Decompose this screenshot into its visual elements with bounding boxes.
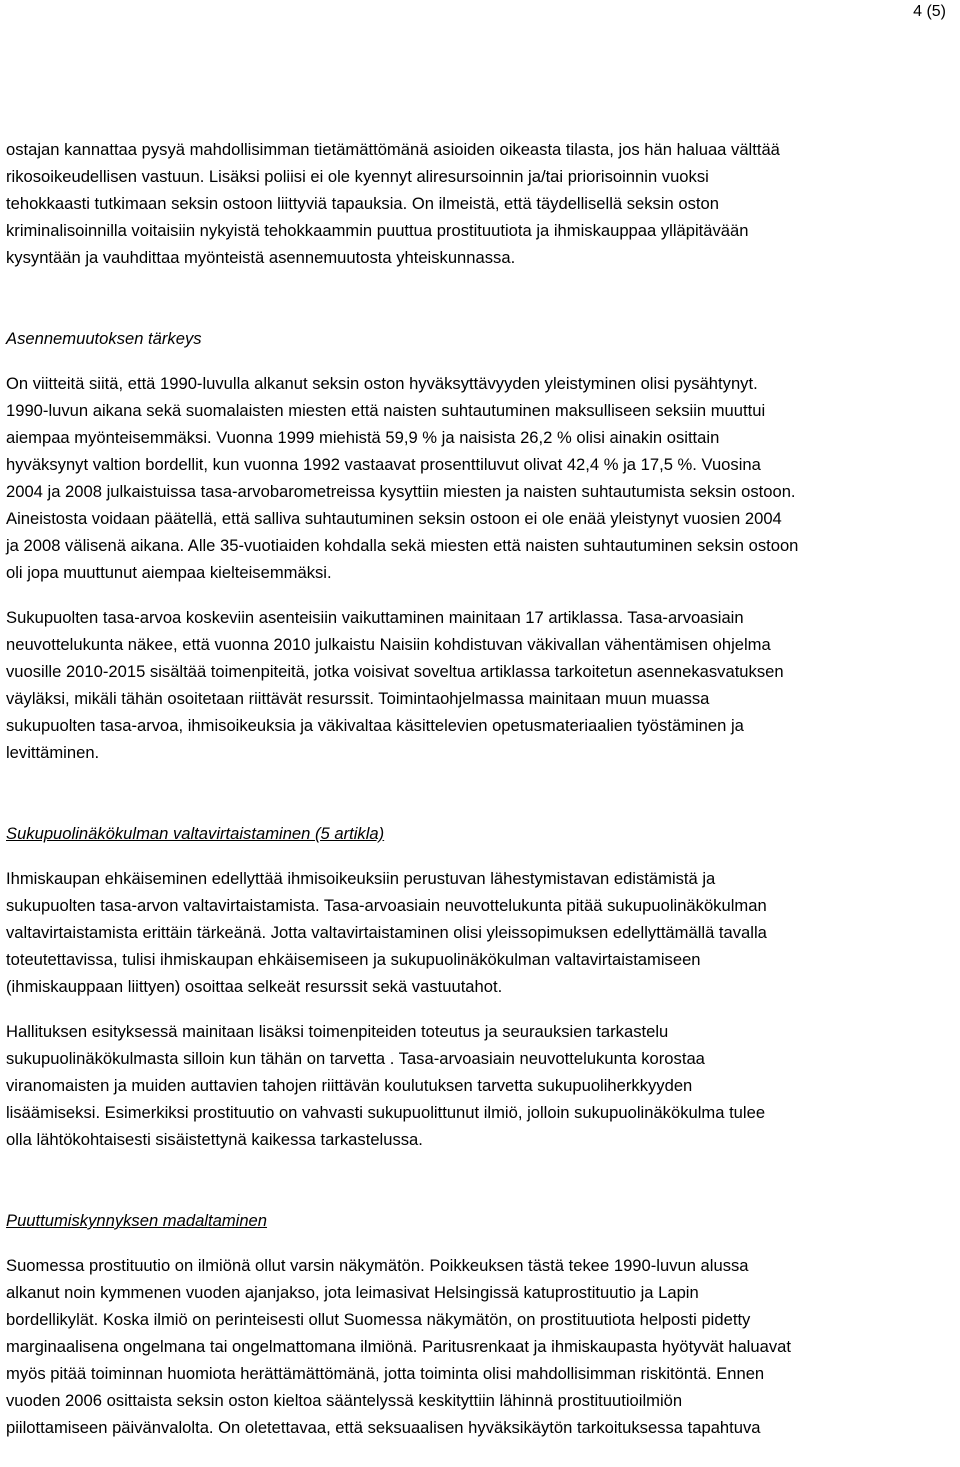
- text-line: olla lähtökohtaisesti sisäistettynä kaikessa tarkastelussa.: [6, 1130, 423, 1149]
- section1-paragraph-2: [6, 604, 956, 766]
- text-line: tehokkaasti tutkimaan seksin ostoon liittyviä tapauksia. On ilmeistä, että täydellisellä seksin oston: [6, 194, 719, 213]
- text-line: rikosoikeudellisen vastuun. Lisäksi poliisi ei ole kyennyt aliresursoinnin ja/tai priorisoinnin vuoksi: [6, 167, 709, 186]
- text-line: aiempaa myönteisemmäksi. Vuonna 1999 miehistä 59,9 % ja naisista 26,2 % olisi ainakin osittain: [6, 428, 720, 447]
- text-line: kysyntään ja vauhdittaa myönteistä asennemuutosta yhteiskunnassa.: [6, 248, 516, 267]
- section1-paragraph-1: [6, 370, 956, 586]
- text-line: ostajan kannattaa pysyä mahdollisimman tietämättömänä asioiden oikeasta tilasta, jos hän haluaa välttää: [6, 140, 780, 159]
- text-line: toteutettavissa, tulisi ihmiskaupan ehkäisemiseen ja sukupuolinäkökulman valtavirtaistamiseen: [6, 950, 701, 969]
- text-line: hyväksynyt valtion bordellit, kun vuonna 1992 vastaavat prosenttiluvut olivat 42,4 % ja 17,5 %. Vuosina: [6, 455, 761, 474]
- text-line: vuosille 2010-2015 sisältää toimenpiteitä, jotka voisivat soveltua artiklassa tarkoitetun asennekasvatuksen: [6, 662, 784, 681]
- text-line: Ihmiskaupan ehkäiseminen edellyttää ihmisoikeuksiin perustuvan lähestymistavan edistämistä ja: [6, 869, 716, 888]
- text-line: Hallituksen esityksessä mainitaan lisäksi toimenpiteiden toteutus ja seurauksien tarkastelu: [6, 1022, 669, 1041]
- text-line: oli jopa muuttunut aiempaa kielteisemmäksi.: [6, 563, 332, 582]
- text-line: ja 2008 välisenä aikana. Alle 35-vuotiaiden kohdalla sekä miesten että naisten suhtautuminen seksin ostoon: [6, 536, 799, 555]
- text-line: (ihmiskauppaan liittyen) osoittaa selkeät resurssit sekä vastuutahot.: [6, 977, 503, 996]
- text-line: viranomaisten ja muiden auttavien tahojen riittävän koulutuksen tarvetta sukupuoliherkkyyden: [6, 1076, 693, 1095]
- text-line: Suomessa prostituutio on ilmiönä ollut varsin näkymätön. Poikkeuksen tästä tekee 1990-luvun alussa: [6, 1256, 749, 1275]
- text-line: sukupuolten tasa-arvon valtavirtaistamista. Tasa-arvoasiain neuvottelukunta pitää sukupuolinäkökulman: [6, 896, 767, 915]
- page-number: 4 (5): [913, 3, 946, 20]
- section2-paragraph-1: [6, 865, 956, 1000]
- section3-paragraph-1: [6, 1252, 956, 1441]
- text-line: 2004 ja 2008 julkaistuissa tasa-arvobarometreissa kysyttiin miesten ja naisten suhtautumista seksin ostoon.: [6, 482, 796, 501]
- text-line: levittäminen.: [6, 743, 100, 762]
- text-line: vuoden 2006 osittaista seksin oston kieltoa sääntelyssä keskityttiin lähinnä prostituutioilmiön: [6, 1391, 683, 1410]
- text-line: neuvottelukunta näkee, että vuonna 2010 julkaistu Naisiin kohdistuvan väkivallan vähentämisen ohjelma: [6, 635, 771, 654]
- intro-paragraph: [6, 136, 956, 271]
- document-body: [6, 136, 956, 1441]
- text-line: valtavirtaistamista erittäin tärkeänä. Jotta valtavirtaistaminen olisi yleissopimuksen edellyttämällä tavalla: [6, 923, 767, 942]
- text-line: Sukupuolten tasa-arvoa koskeviin asenteisiin vaikuttaminen mainitaan 17 artiklassa. Tasa-arvoasiain: [6, 608, 744, 627]
- text-line: väyläksi, mikäli tähän osoitetaan riittävät resurssit. Toimintaohjelmassa mainitaan muun muassa: [6, 689, 710, 708]
- text-line: On viitteitä siitä, että 1990-luvulla alkanut seksin oston hyväksyttävyyden yleistyminen olisi pysähtynyt.: [6, 374, 758, 393]
- text-line: alkanut noin kymmenen vuoden ajanjakso, jota leimasivat Helsingissä katuprostituutio ja Lapin: [6, 1283, 699, 1302]
- text-line: Aineistosta voidaan päätellä, että salliva suhtautuminen seksin ostoon ei ole enää yleistynyt vuosien 2004: [6, 509, 782, 528]
- text-line: myös pitää toiminnan huomiota herättämättömänä, jotta toiminta olisi mahdollisimman riskitöntä. Ennen: [6, 1364, 765, 1383]
- text-line: marginaalisena ongelmana tai ongelmattomana ilmiönä. Paritusrenkaat ja ihmiskaupasta hyötyvät haluavat: [6, 1337, 791, 1356]
- text-line: piilottamiseen päivänvalolta. On oletettavaa, että seksuaalisen hyväksikäytön tarkoituksessa tapahtuva: [6, 1418, 761, 1437]
- text-line: 1990-luvun aikana sekä suomalaisten miesten että naisten suhtautuminen maksulliseen seksiin muuttui: [6, 401, 766, 420]
- text-line: kriminalisoinnilla voitaisiin nykyistä tehokkaammin puuttua prostituutiota ja ihmiskauppaa ylläpitävään: [6, 221, 749, 240]
- section-heading-valtavirtaistaminen: Sukupuolinäkökulman valtavirtaistaminen (5 artikla): [6, 824, 385, 843]
- text-line: lisäämiseksi. Esimerkiksi prostituutio on vahvasti sukupuolittunut ilmiö, jolloin sukupuolinäkökulma tulee: [6, 1103, 766, 1122]
- text-line: sukupuolinäkökulmasta silloin kun tähän on tarvetta . Tasa-arvoasiain neuvottelukunta korostaa: [6, 1049, 705, 1068]
- section-heading-puuttumiskynnys: Puuttumiskynnyksen madaltaminen: [6, 1211, 268, 1230]
- text-line: bordellikylät. Koska ilmiö on perinteisesti ollut Suomessa näkymätön, on prostituutiota helposti pidetty: [6, 1310, 751, 1329]
- text-line: sukupuolten tasa-arvoa, ihmisoikeuksia ja väkivaltaa käsittelevien opetusmateriaalien työstäminen ja: [6, 716, 744, 735]
- section2-paragraph-2: [6, 1018, 956, 1153]
- section-heading-asennemuutos: Asennemuutoksen tärkeys: [6, 329, 202, 348]
